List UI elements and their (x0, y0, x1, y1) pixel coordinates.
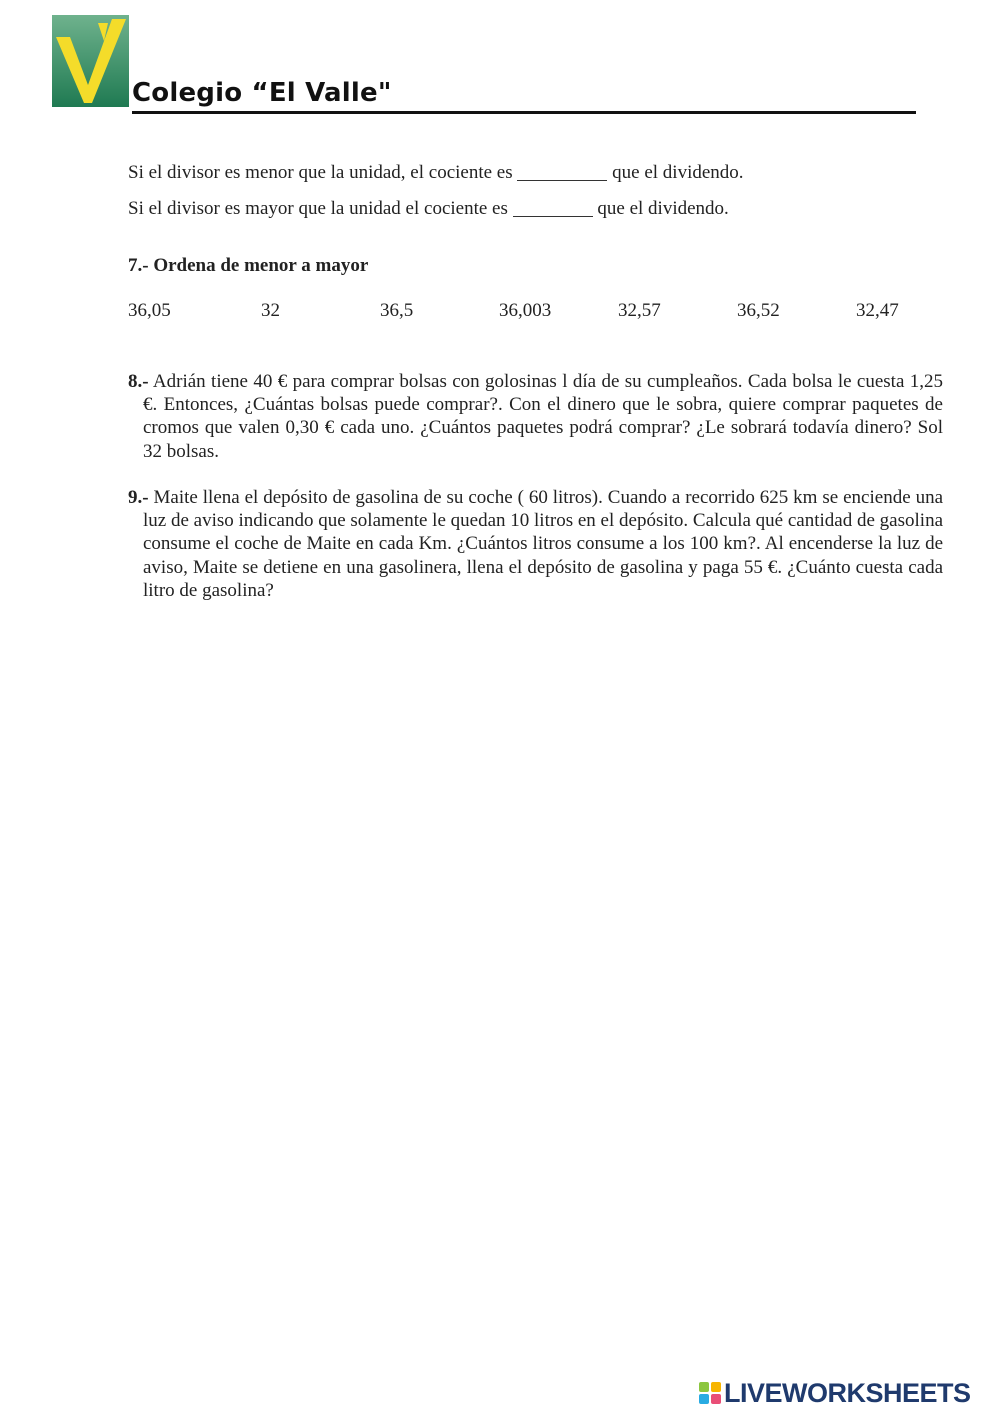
answer-blank[interactable] (513, 197, 593, 217)
number-item: 32 (261, 300, 280, 321)
statement-text-after: que el dividendo. (612, 162, 744, 183)
question-9-label: 9.- (128, 487, 149, 508)
question-9-text: Maite llena el depósito de gasolina de su coche ( 60 litros). Cuando a recorrido 625 km se enciende una luz de aviso indicando que solamente le quedan 10 litros en el depósito. Calcula qué cantidad de gasolina consume el coche de Maite en cada Km. ¿Cuántos litros consume a los 100 km?. Al encenderse la luz de aviso, Maite se detiene en una gasolinera, llena el depósito de gasolina y paga 55 €. ¿Cuánto cuesta cada litro de gasolina? (143, 487, 943, 601)
number-item: 32,47 (856, 300, 899, 321)
question-7-title: 7.- Ordena de menor a mayor (128, 255, 369, 276)
statement-text-before: Si el divisor es menor que la unidad, el cociente es (128, 162, 513, 183)
liveworksheets-brand (699, 1378, 995, 1408)
question-8-label: 8.- (128, 371, 149, 392)
statement-line (128, 161, 744, 184)
school-name: Colegio “El Valle" (132, 78, 392, 108)
number-item: 36,003 (499, 300, 552, 321)
liveworksheets-logo-icon (699, 1382, 721, 1404)
number-item: 36,52 (737, 300, 780, 321)
question-8-text: Adrián tiene 40 € para comprar bolsas con golosinas l día de su cumpleaños. Cada bolsa le cuesta 1,25 €. Entonces, ¿Cuántas bolsas puede comprar?. Con el dinero que le sobra, quiere comprar paquetes de cromos que valen 0,30 € cada uno. ¿Cuántos paquetes podrá comprar? ¿Le sobrará todavía dinero? Sol 32 bolsas. (143, 371, 944, 462)
school-logo (52, 15, 129, 107)
number-item: 36,05 (128, 300, 171, 321)
liveworksheets-wordmark: LIVEWORKSHEETS (724, 1378, 971, 1408)
statement-text-after: que el dividendo. (597, 198, 729, 219)
number-list (128, 300, 928, 326)
header-rule (132, 111, 916, 114)
statement-line (128, 197, 729, 220)
answer-blank[interactable] (517, 161, 607, 181)
question-9 (128, 486, 943, 602)
question-8 (128, 370, 943, 463)
statement-text-before: Si el divisor es mayor que la unidad el cociente es (128, 198, 508, 219)
number-item: 36,5 (380, 300, 414, 321)
number-item: 32,57 (618, 300, 661, 321)
